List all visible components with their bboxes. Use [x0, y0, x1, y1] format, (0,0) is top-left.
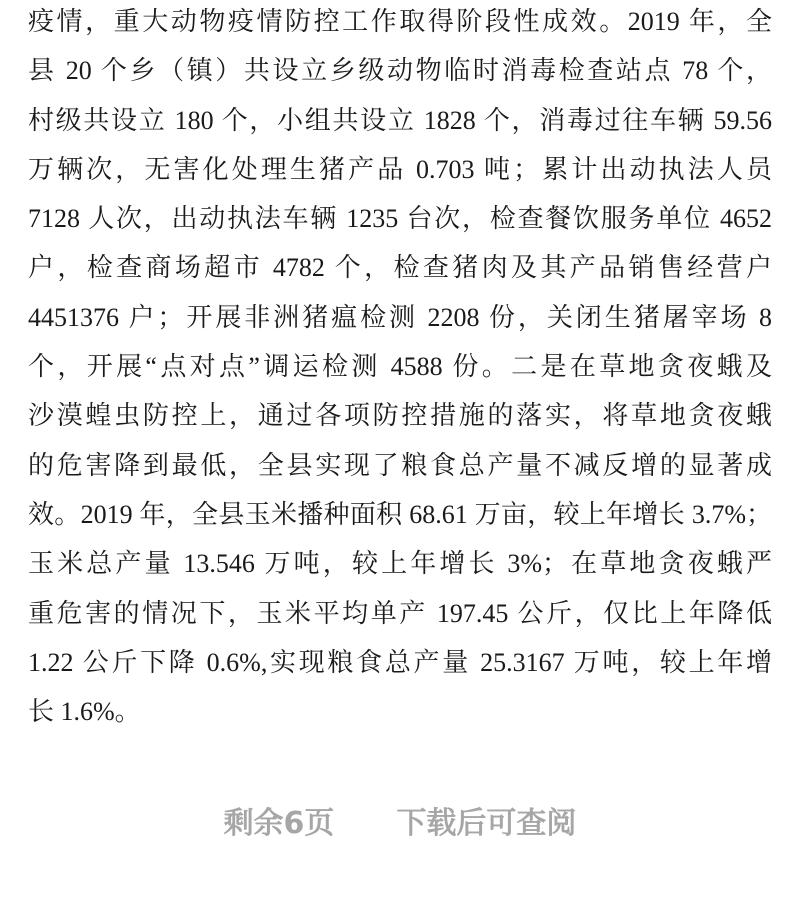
download-to-view-link[interactable]: 下载后可查阅 — [396, 806, 577, 841]
text-line: 重危害的情况下，玉米平均单产 197.45 公斤，仅比上年降低 — [28, 598, 772, 628]
text-line: 疫情，重大动物疫情防控工作取得阶段性成效。2019 年，全 — [28, 7, 772, 36]
text-line: 户，检查商场超市 4782 个，检查猪肉及其产品销售经营户 — [28, 253, 772, 283]
text-line: 效。2019 年，全县玉米播种面积 68.61 万亩，较上年增长 3.7%； — [28, 499, 772, 529]
text-line: 县 20 个乡（镇）共设立乡级动物临时消毒检查站点 78 个， — [28, 56, 772, 86]
text-line: 1.22 公斤下降 0.6%,实现粮食总产量 25.3167 万吨，较上年增 — [28, 647, 772, 677]
text-line: 玉米总产量 13.546 万吨，较上年增长 3%；在草地贪夜蛾严 — [28, 549, 772, 579]
text-line: 4451376 户；开展非洲猪瘟检测 2208 份，关闭生猪屠宰场 8 — [28, 302, 772, 332]
text-line: 7128 人次，出动执法车辆 1235 台次，检查餐饮服务单位 4652 — [28, 204, 772, 234]
text-line: 个，开展“点对点”调运检测 4588 份。二是在草地贪夜蛾及 — [28, 352, 772, 382]
text-line: 万辆次，无害化处理生猪产品 0.703 吨；累计出动执法人员 — [28, 154, 772, 184]
text-line: 沙漠蝗虫防控上，通过各项防控措施的落实，将草地贪夜蛾 — [28, 401, 772, 431]
download-more-banner[interactable] — [0, 798, 800, 842]
document-body — [28, 0, 772, 736]
text-line: 村级共设立 180 个，小组共设立 1828 个，消毒过往车辆 59.56 — [28, 105, 772, 135]
text-line: 的危害降到最低，全县实现了粮食总产量不减反增的显著成 — [28, 450, 772, 480]
remaining-pages-label[interactable]: 剩余6页 — [223, 806, 335, 841]
text-line: 长 1.6%。 — [28, 697, 141, 727]
